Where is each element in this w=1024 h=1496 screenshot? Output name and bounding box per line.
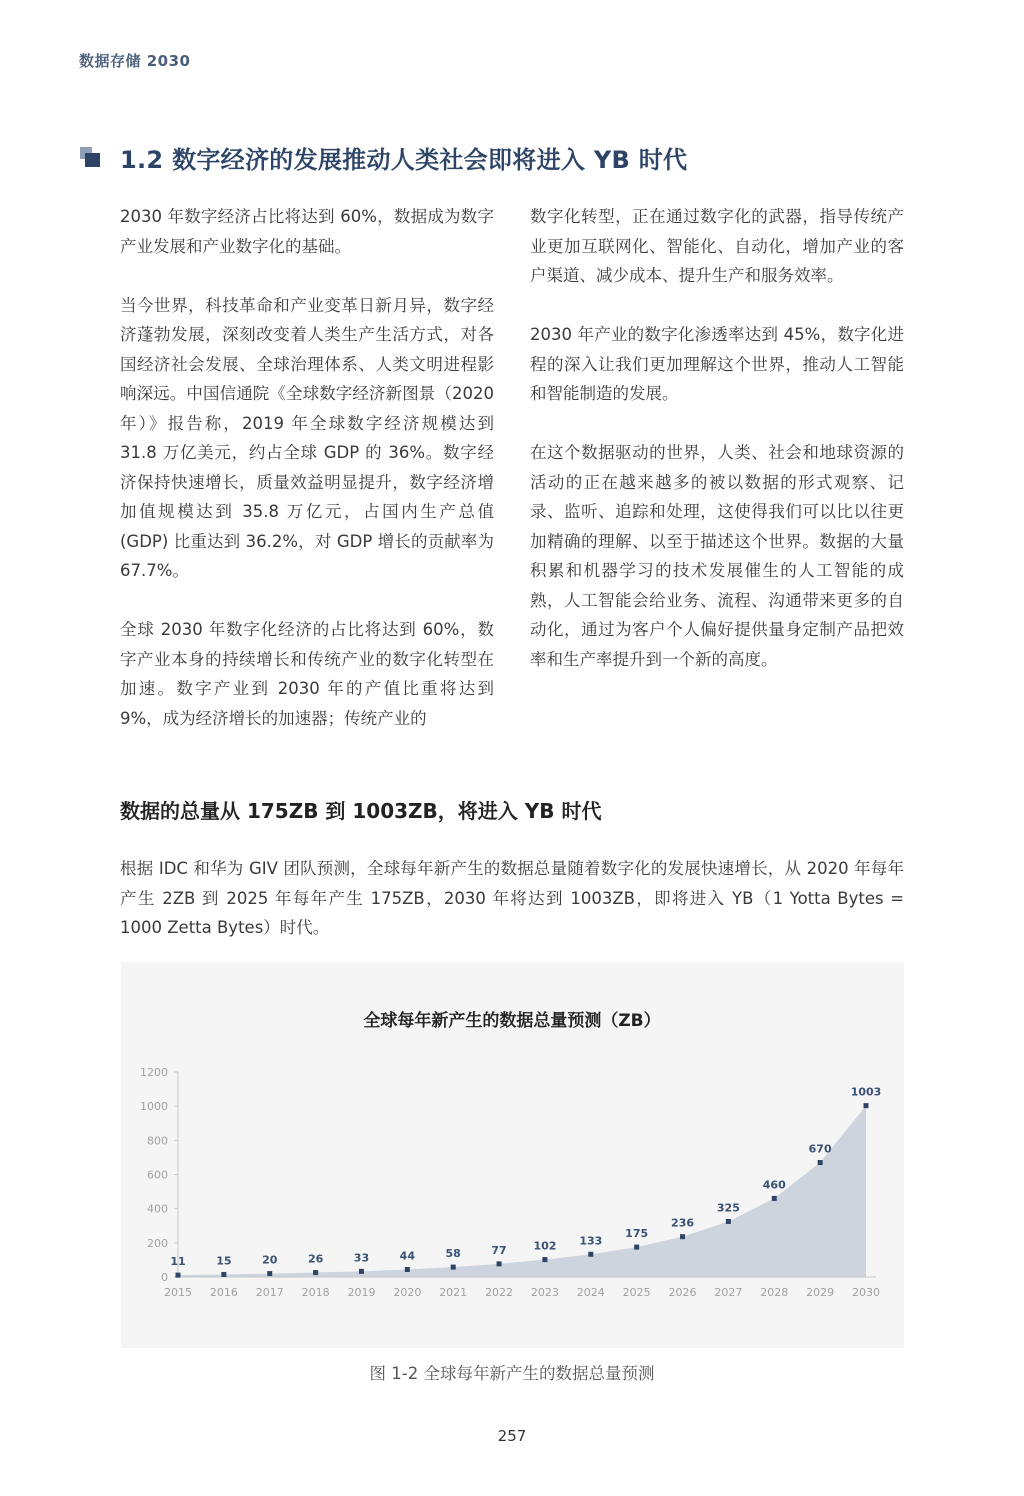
data-point bbox=[176, 1273, 181, 1278]
data-point bbox=[588, 1252, 593, 1257]
x-tick-label: 2029 bbox=[806, 1286, 835, 1299]
data-label: 58 bbox=[445, 1247, 461, 1261]
figure-caption: 图 1-2 全球每年新产生的数据总量预测 bbox=[369, 1364, 655, 1383]
paragraph: 当今世界，科技革命和产业变革日新月异，数字经济蓬勃发展，深刻改变着人类生产生活方式，对各国经济社会发展、全球治理体系、人类文明进程影响深远。中国信通院《全球数字经济新图景（2020 年）》报告称，2019 年全球数字经济规模达到 31.8 万亿美元，约占全球 GDP 的 36%。数字经济保持快速增长，质量效益明显提升，数字经济增加值规模达到 35.8 万亿元，占国内生产总值 (GDP) 比重达到 36.2%，对 GDP 增长的贡献率为 67.7%。 bbox=[120, 295, 494, 580]
x-tick-label: 2018 bbox=[301, 1286, 330, 1299]
data-label: 325 bbox=[716, 1201, 740, 1215]
data-label: 1003 bbox=[850, 1085, 882, 1099]
data-point bbox=[818, 1160, 823, 1165]
x-tick-label: 2026 bbox=[668, 1286, 697, 1299]
data-label: 26 bbox=[307, 1252, 324, 1266]
x-tick-label: 2015 bbox=[164, 1286, 192, 1299]
x-tick-label: 2024 bbox=[576, 1286, 605, 1299]
y-tick-label: 200 bbox=[147, 1236, 168, 1250]
running-header: 数据存储 2030 bbox=[79, 52, 191, 70]
x-tick-label: 2021 bbox=[439, 1286, 468, 1299]
chart-container bbox=[121, 962, 904, 1348]
y-tick-label: 400 bbox=[147, 1202, 168, 1216]
data-label: 670 bbox=[808, 1142, 832, 1156]
y-tick-label: 1200 bbox=[140, 1066, 168, 1079]
y-tick-label: 1000 bbox=[140, 1100, 168, 1114]
page-number: 257 bbox=[497, 1427, 527, 1445]
data-label: 133 bbox=[579, 1234, 603, 1248]
right-column bbox=[530, 202, 904, 674]
data-volume-chart bbox=[121, 962, 904, 1348]
x-tick-label: 2020 bbox=[393, 1286, 422, 1299]
data-label: 44 bbox=[399, 1249, 415, 1263]
data-point bbox=[221, 1272, 226, 1277]
data-point bbox=[451, 1265, 456, 1270]
data-point bbox=[359, 1269, 364, 1274]
data-label: 175 bbox=[625, 1227, 649, 1241]
section-bullet-icon bbox=[80, 147, 102, 169]
data-point bbox=[864, 1103, 869, 1108]
data-point bbox=[772, 1196, 777, 1201]
data-point bbox=[726, 1219, 731, 1224]
data-label: 33 bbox=[353, 1251, 370, 1265]
data-point bbox=[267, 1271, 272, 1276]
data-point bbox=[313, 1270, 318, 1275]
subsection-intro: 根据 IDC 和华为 GIV 团队预测，全球每年新产生的数据总量随着数字化的发展快速增长，从 2020 年每年产生 2ZB 到 2025 年每年产生 175ZB，2030 年将达到 1003ZB，即将进入 YB（1 Yotta Bytes = 1000 Zetta Bytes）时代。 bbox=[120, 859, 904, 937]
paragraph: 全球 2030 年数字化经济的占比将达到 60%，数字产业本身的持续增长和传统产业的数字化转型在加速。数字产业到 2030 年的产值比重将达到 9%，成为经济增长的加速器；传统产业的 bbox=[120, 620, 494, 728]
data-label: 236 bbox=[671, 1216, 695, 1230]
paragraph: 在这个数据驱动的世界，人类、社会和地球资源的活动的正在越来越多的被以数据的形式观察、记录、监听、追踪和处理，这使得我们可以比以往更加精确的理解、以至于描述这个世界。数据的大量积累和机器学习的技术发展催生的人工智能的成熟，人工智能会给业务、流程、沟通带来更多的自动化，通过为客户个人偏好提供量身定制产品把效率和生产率提升到一个新的高度。 bbox=[530, 443, 904, 669]
data-label: 20 bbox=[262, 1253, 278, 1267]
data-point bbox=[634, 1245, 639, 1250]
y-tick-label: 800 bbox=[147, 1134, 168, 1148]
x-tick-label: 2022 bbox=[485, 1286, 514, 1299]
data-label: 77 bbox=[491, 1243, 507, 1257]
chart-title: 全球每年新产生的数据总量预测（ZB） bbox=[363, 1011, 661, 1031]
section-title: 1.2 数字经济的发展推动人类社会即将进入 YB 时代 bbox=[120, 146, 688, 174]
data-point bbox=[405, 1267, 410, 1272]
left-column bbox=[120, 202, 494, 733]
section-heading bbox=[80, 140, 940, 175]
y-tick-label: 600 bbox=[147, 1168, 168, 1182]
data-label: 11 bbox=[170, 1255, 186, 1269]
data-point bbox=[680, 1234, 685, 1239]
x-tick-label: 2016 bbox=[209, 1286, 238, 1299]
data-label: 460 bbox=[762, 1178, 786, 1192]
data-label: 15 bbox=[216, 1254, 232, 1268]
x-tick-label: 2017 bbox=[255, 1286, 284, 1299]
subsection-title: 数据的总量从 175ZB 到 1003ZB，将进入 YB 时代 bbox=[120, 799, 602, 823]
paragraph: 2030 年数字经济占比将达到 60%，数据成为数字产业发展和产业数字化的基础。 bbox=[120, 207, 494, 256]
x-tick-label: 2027 bbox=[714, 1286, 743, 1299]
x-tick-label: 2019 bbox=[347, 1286, 376, 1299]
paragraph: 数字化转型，正在通过数字化的武器，指导传统产业更加互联网化、智能化、自动化，增加产业的客户渠道、减少成本、提升生产和服务效率。 bbox=[530, 207, 904, 285]
paragraph: 2030 年产业的数字化渗透率达到 45%，数字化进程的深入让我们更加理解这个世界，推动人工智能和智能制造的发展。 bbox=[530, 325, 904, 403]
x-tick-label: 2030 bbox=[852, 1286, 880, 1299]
x-tick-label: 2023 bbox=[530, 1286, 559, 1299]
x-tick-label: 2028 bbox=[760, 1286, 789, 1299]
data-label: 102 bbox=[533, 1239, 557, 1253]
x-tick-label: 2025 bbox=[622, 1286, 651, 1299]
y-tick-label: 0 bbox=[161, 1271, 168, 1284]
data-point bbox=[542, 1257, 547, 1262]
data-point bbox=[497, 1261, 502, 1266]
